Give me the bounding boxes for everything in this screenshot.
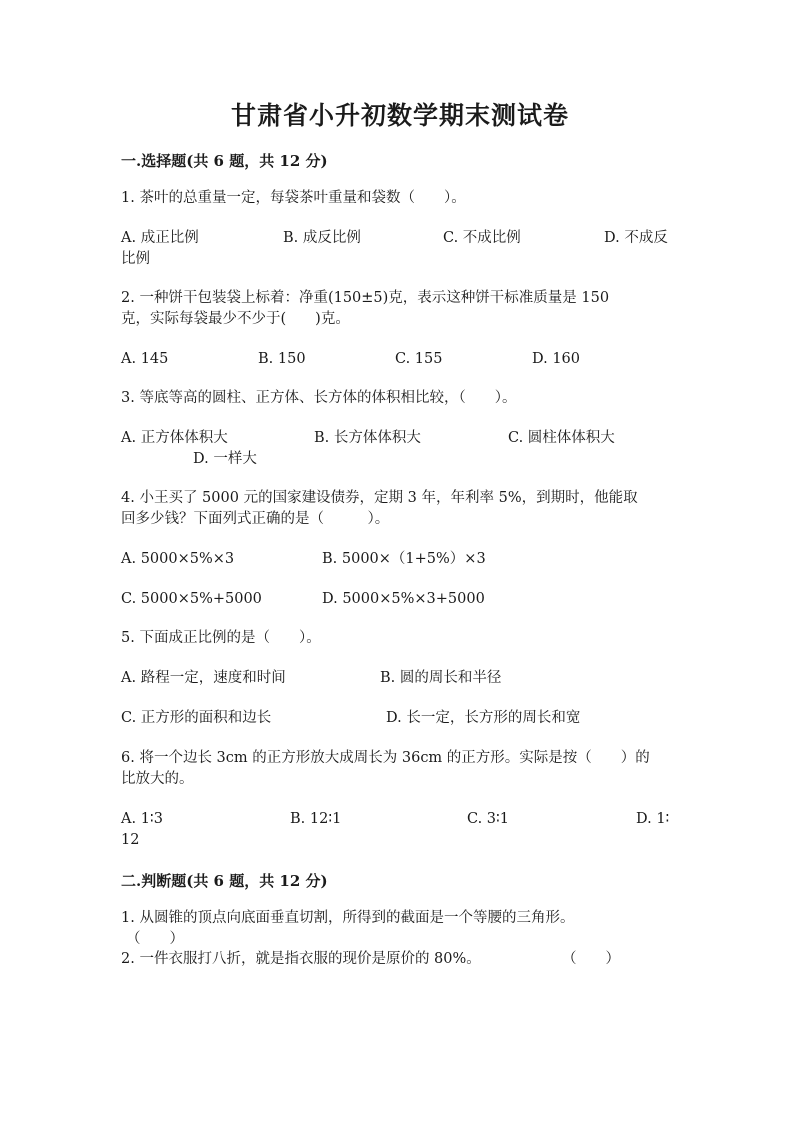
question-stem-line2: 克，实际每袋最少不少于( )克。: [121, 311, 350, 327]
question-stem: 1. 茶叶的总重量一定，每袋茶叶重量和袋数（ ）。: [121, 190, 466, 206]
section-heading-judge: 二.判断题(共 6 题，共 12 分): [121, 872, 328, 890]
option-a: A. 1∶3: [121, 811, 163, 827]
question-stem: 4. 小王买了 5000 元的国家建设债券，定期 3 年，年利率 5%，到期时，他能取: [121, 490, 638, 506]
option-d: D. 160: [532, 351, 581, 367]
option-b: B. 成反比例: [283, 230, 361, 246]
option-b: B. 长方体体积大: [314, 430, 421, 446]
option-d: D. 一样大: [193, 451, 257, 467]
question-stem: 5. 下面成正比例的是（ ）。: [121, 630, 321, 646]
question-stem: 6. 将一个边长 3cm 的正方形放大成周长为 36cm 的正方形。实际是按（ ）的: [121, 750, 650, 766]
option-b: B. 150: [258, 351, 306, 367]
option-a: A. 路程一定，速度和时间: [121, 670, 286, 686]
option-b: B. 圆的周长和半径: [380, 670, 502, 686]
question-stem: 2. 一种饼干包装袋上标着：净重(150±5)克，表示这种饼干标准质量是 150: [121, 290, 610, 306]
option-c: C. 3∶1: [467, 811, 510, 827]
answer-parentheses: （ ）: [562, 951, 620, 967]
section-heading-choice: 一.选择题(共 6 题，共 12 分): [121, 152, 328, 170]
option-c: C. 圆柱体体积大: [508, 430, 615, 446]
option-b: B. 5000×（1+5%）×3: [322, 551, 486, 567]
option-a: A. 成正比例: [121, 230, 199, 246]
page-title: 甘肃省小升初数学期末测试卷: [230, 101, 569, 130]
option-b: B. 12∶1: [290, 811, 342, 827]
option-d: D. 不成反: [604, 230, 668, 246]
option-d-wrap: 比例: [121, 251, 150, 267]
option-c: C. 不成比例: [443, 230, 521, 246]
option-c: C. 正方形的面积和边长: [121, 710, 272, 726]
option-c: C. 155: [395, 351, 443, 367]
option-a: A. 145: [121, 351, 169, 367]
option-d-wrap: 12: [121, 832, 140, 848]
question-stem-line2: 比放大的。: [121, 771, 194, 787]
question-stem: 3. 等底等高的圆柱、正方体、长方体的体积相比较，（ ）。: [121, 390, 517, 406]
option-d: D. 5000×5%×3+5000: [322, 591, 485, 607]
option-a: A. 5000×5%×3: [121, 551, 235, 567]
option-d: D. 1∶: [636, 811, 670, 827]
option-c: C. 5000×5%+5000: [121, 591, 262, 607]
question-stem: 2. 一件衣服打八折，就是指衣服的现价是原价的 80%。: [121, 951, 481, 967]
option-a: A. 正方体体积大: [121, 430, 228, 446]
question-stem: 1. 从圆锥的顶点向底面垂直切割，所得到的截面是一个等腰的三角形。: [121, 910, 575, 926]
answer-parentheses: （ ）: [126, 931, 184, 947]
option-d: D. 长一定，长方形的周长和宽: [386, 710, 581, 726]
question-stem-line2: 回多少钱？下面列式正确的是（ ）。: [121, 511, 390, 527]
